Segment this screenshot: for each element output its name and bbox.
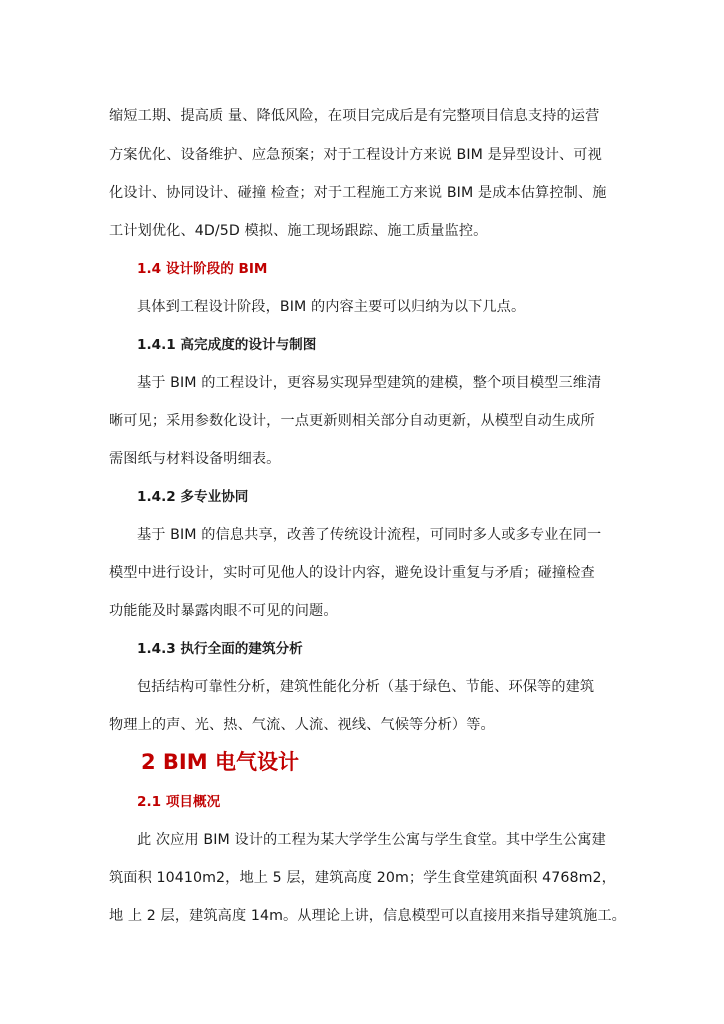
paragraph-line: 具体到工程设计阶段，BIM 的内容主要可以归纳为以下几点。 (137, 299, 526, 315)
paragraph-line: 缩短工期、提高质 量、降低风险，在项目完成后是有完整项目信息支持的运营 (109, 108, 600, 124)
subsection-heading-1-4-3: 1.4.3 执行全面的建筑分析 (137, 641, 303, 657)
subsection-heading-1-4-2: 1.4.2 多专业协同 (137, 489, 249, 505)
section-heading-2-1: 2.1 项目概况 (137, 794, 221, 810)
section-heading-1-4: 1.4 设计阶段的 BIM (137, 261, 268, 277)
paragraph-line: 功能能及时暴露肉眼不可见的问题。 (109, 603, 338, 619)
paragraph-line: 此 次应用 BIM 设计的工程为某大学学生公寓与学生食堂。其中学生公寓建 (137, 832, 606, 848)
subsection-heading-1-4-1: 1.4.1 高完成度的设计与制图 (137, 337, 317, 353)
paragraph-line: 基于 BIM 的信息共享，改善了传统设计流程，可同时多人或多专业在同一 (137, 527, 602, 543)
paragraph-line: 基于 BIM 的工程设计，更容易实现异型建筑的建模，整个项目模型三维清 (137, 375, 602, 391)
paragraph-line: 包括结构可靠性分析，建筑性能化分析（基于绿色、节能、环保等的建筑 (137, 679, 595, 695)
chapter-heading-2: 2 BIM 电气设计 (141, 750, 299, 774)
paragraph-line: 模型中进行设计，实时可见他人的设计内容，避免设计重复与矛盾；碰撞检查 (109, 565, 595, 581)
paragraph-line: 筑面积 10410m2，地上 5 层，建筑高度 20m；学生食堂建筑面积 4768m2， (109, 870, 616, 886)
paragraph-line: 化设计、协同设计、碰撞 检查；对于工程施工方来说 BIM 是成本估算控制、施 (109, 185, 607, 201)
paragraph-line: 工计划优化、4D/5D 模拟、施工现场跟踪、施工质量监控。 (109, 223, 488, 239)
paragraph-line: 地 上 2 层，建筑高度 14m。从理论上讲，信息模型可以直接用来指导建筑施工。 (109, 908, 626, 924)
paragraph-line: 晰可见；采用参数化设计，一点更新则相关部分自动更新，从模型自动生成所 (109, 413, 595, 429)
paragraph-line: 方案优化、设备维护、应急预案；对于工程设计方来说 BIM 是异型设计、可视 (109, 147, 602, 163)
paragraph-line: 物理上的声、光、热、气流、人流、视线、气候等分析）等。 (109, 717, 495, 733)
paragraph-line: 需图纸与材料设备明细表。 (109, 451, 281, 467)
